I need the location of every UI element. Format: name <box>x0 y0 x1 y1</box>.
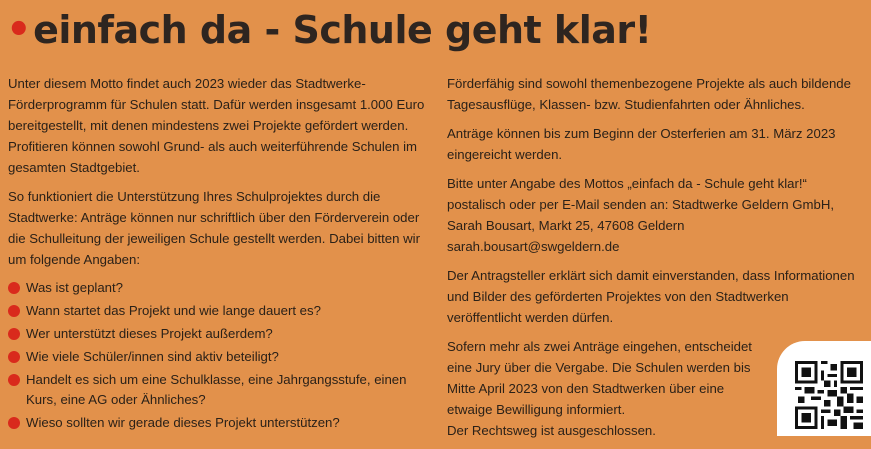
qr-code-panel <box>777 341 871 436</box>
jury-paragraph: Sofern mehr als zwei Anträge eingehen, entscheidet eine Jury über die Vergabe. Die Schulen werden bis Mitte April 2023 von den Stadtwerken über eine etwaige Bewilligung informiert. Der Rechtsweg ist ausgeschlossen. <box>447 339 752 438</box>
list-item: Wer unterstützt dieses Projekt außerdem? <box>8 324 426 344</box>
title-bullet-icon: • <box>6 7 32 53</box>
bullet-icon <box>8 282 20 294</box>
contact-paragraph: Bitte unter Angabe des Mottos „einfach da - Schule geht klar!“ postalisch oder per E-Mail senden an: Stadtwerke Geldern GmbH, Sarah Bousart, Markt 25, 47608 Geldern sarah.bousart@swgeldern.de <box>447 173 860 257</box>
process-paragraph: So funktioniert die Unterstützung Ihres Schulprojektes durch die Stadtwerke: Anträge können nur schriftlich über den Förderverein oder die Schulleitung der jeweiligen Schule gestellt werden. Dabei bitten wir um folgende Angaben: <box>8 189 420 267</box>
eligibility-paragraph: Förderfähig sind sowohl themenbezogene Projekte als auch bildende Tagesausflüge, Klassen- bzw. Studienfahrten oder Ähnliches. <box>447 76 851 112</box>
bullet-icon <box>8 305 20 317</box>
requirements-list <box>8 278 426 433</box>
bullet-icon <box>8 374 20 386</box>
list-item: Wann startet das Projekt und wie lange dauert es? <box>8 301 426 321</box>
title-text: einfach da - Schule geht klar! <box>33 8 652 52</box>
list-item: Wieso sollten wir gerade dieses Projekt unterstützen? <box>8 413 426 433</box>
qr-code-icon <box>795 361 863 429</box>
list-item: Handelt es sich um eine Schulklasse, eine Jahrgangsstufe, einen Kurs, eine AG oder Ähnliches? <box>8 370 426 410</box>
bullet-icon <box>8 328 20 340</box>
left-column <box>8 73 426 436</box>
consent-paragraph: Der Antragsteller erklärt sich damit einverstanden, dass Informationen und Bilder des geförderten Projektes von den Stadtwerken veröffentlicht werden dürfen. <box>447 268 855 325</box>
list-item: Was ist geplant? <box>8 278 426 298</box>
email-link[interactable]: sarah.bousart@swgeldern.de <box>447 239 620 254</box>
list-item: Wie viele Schüler/innen sind aktiv beteiligt? <box>8 347 426 367</box>
bullet-icon <box>8 417 20 429</box>
page-title <box>6 4 651 56</box>
deadline-paragraph: Anträge können bis zum Beginn der Osterferien am 31. März 2023 eingereicht werden. <box>447 126 836 162</box>
intro-paragraph: Unter diesem Motto findet auch 2023 wieder das Stadtwerke-Förderprogramm für Schulen statt. Dafür werden insgesamt 1.000 Euro bereitgestellt, mit denen mindestens zwei Projekte gefördert werden. Profitieren können sowohl Grund- als auch weiterführende Schulen im gesamten Stadtgebiet. <box>8 76 425 175</box>
bullet-icon <box>8 351 20 363</box>
